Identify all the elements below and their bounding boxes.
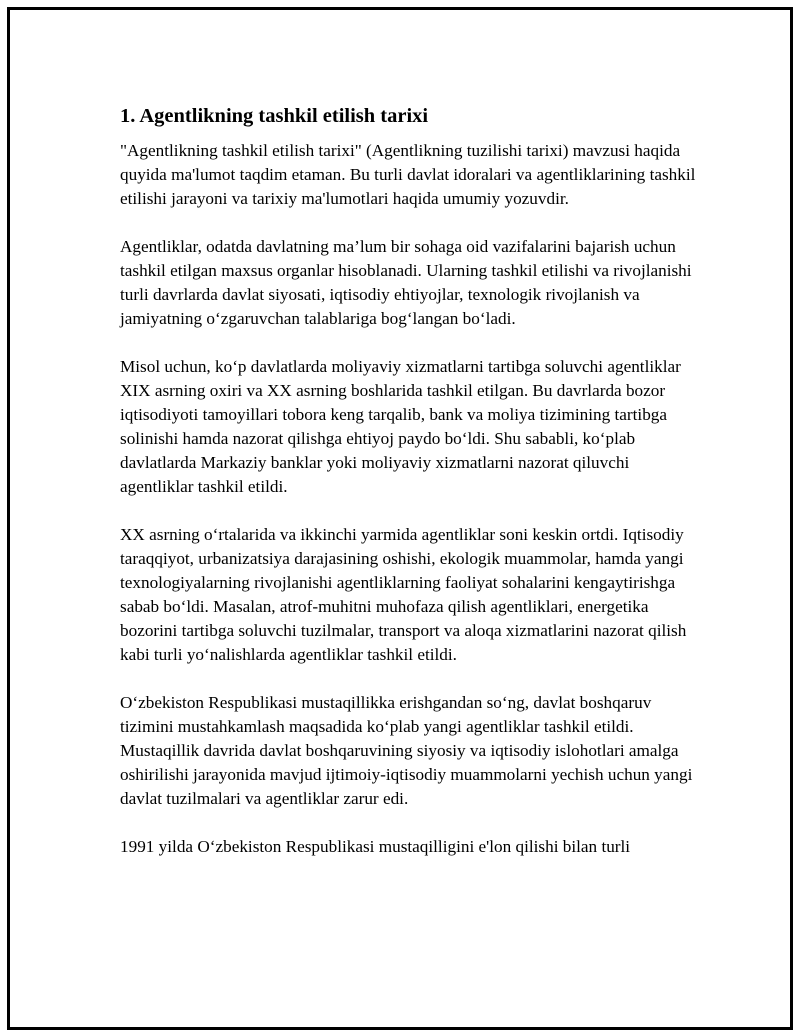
document-content bbox=[120, 103, 700, 859]
paragraph-agencies-definition: Agentliklar, odatda davlatning ma’lum bir sohaga oid vazifalarini bajarish uchun tashkil etilgan maxsus organlar hisoblanadi. Ularning tashkil etilishi va rivojlanishi turli davrlarda davlat siyosati, iqtisodiy ehtiyojlar, texnologik rivojlanish va jamiyatning o‘zgaruvchan talablariga bog‘langan bo‘ladi. bbox=[120, 237, 692, 328]
paragraph-intro: "Agentlikning tashkil etilish tarixi" (Agentlikning tuzilishi tarixi) mavzusi haqida quyida ma'lumot taqdim etaman. Bu turli davlat idoralari va agentliklarining tashkil etilishi jarayoni va tarixiy ma'lumotlari haqida umumiy yozuvdir. bbox=[120, 141, 696, 208]
paragraph-1991: 1991 yilda O‘zbekiston Respublikasi mustaqilligini e'lon qilishi bilan turli bbox=[120, 837, 631, 856]
paragraph-20th-century: XX asrning o‘rtalarida va ikkinchi yarmida agentliklar soni keskin ortdi. Iqtisodiy taraqqiyot, urbanizatsiya darajasining oshishi, ekologik muammolar, hamda yangi texnologiyalarning rivojlanishi agentliklarning faoliyat sohalarini kengaytirishga sabab bo‘ldi. Masalan, atrof-muhitni muhofaza qilish agentliklari, energetika bozorini tartibga soluvchi tuzilmalar, transport va aloqa xizmatlarini nazorat qilish kabi turli yo‘nalishlarda agentliklar tashkil etildi. bbox=[120, 525, 687, 664]
section-heading: 1. Agentlikning tashkil etilish tarixi bbox=[120, 105, 429, 127]
paragraph-uzbekistan-independence: O‘zbekiston Respublikasi mustaqillikka erishgandan so‘ng, davlat boshqaruv tizimini mustahkamlash maqsadida ko‘plab yangi agentliklar tashkil etildi. Mustaqillik davrida davlat boshqaruvining siyosiy va iqtisodiy islohotlari amalga oshirilishi jarayonida mavjud ijtimoiy-iqtisodiy muammolarni yechish uchun yangi davlat tuzilmalari va agentliklar zarur edi. bbox=[120, 693, 693, 808]
paragraph-financial-agencies: Misol uchun, ko‘p davlatlarda moliyaviy xizmatlarni tartibga soluvchi agentliklar XIX asrning oxiri va XX asrning boshlarida tashkil etilgan. Bu davrlarda bozor iqtisodiyoti tamoyillari tobora keng tarqalib, bank va moliya tizimining tartibga solinishi hamda nazorat qilishga ehtiyoj paydo bo‘ldi. Shu sababli, ko‘plab davlatlarda Markaziy banklar yoki moliyaviy xizmatlarni nazorat qiluvchi agentliklar tashkil etildi. bbox=[120, 357, 681, 496]
document-page bbox=[7, 7, 793, 1030]
